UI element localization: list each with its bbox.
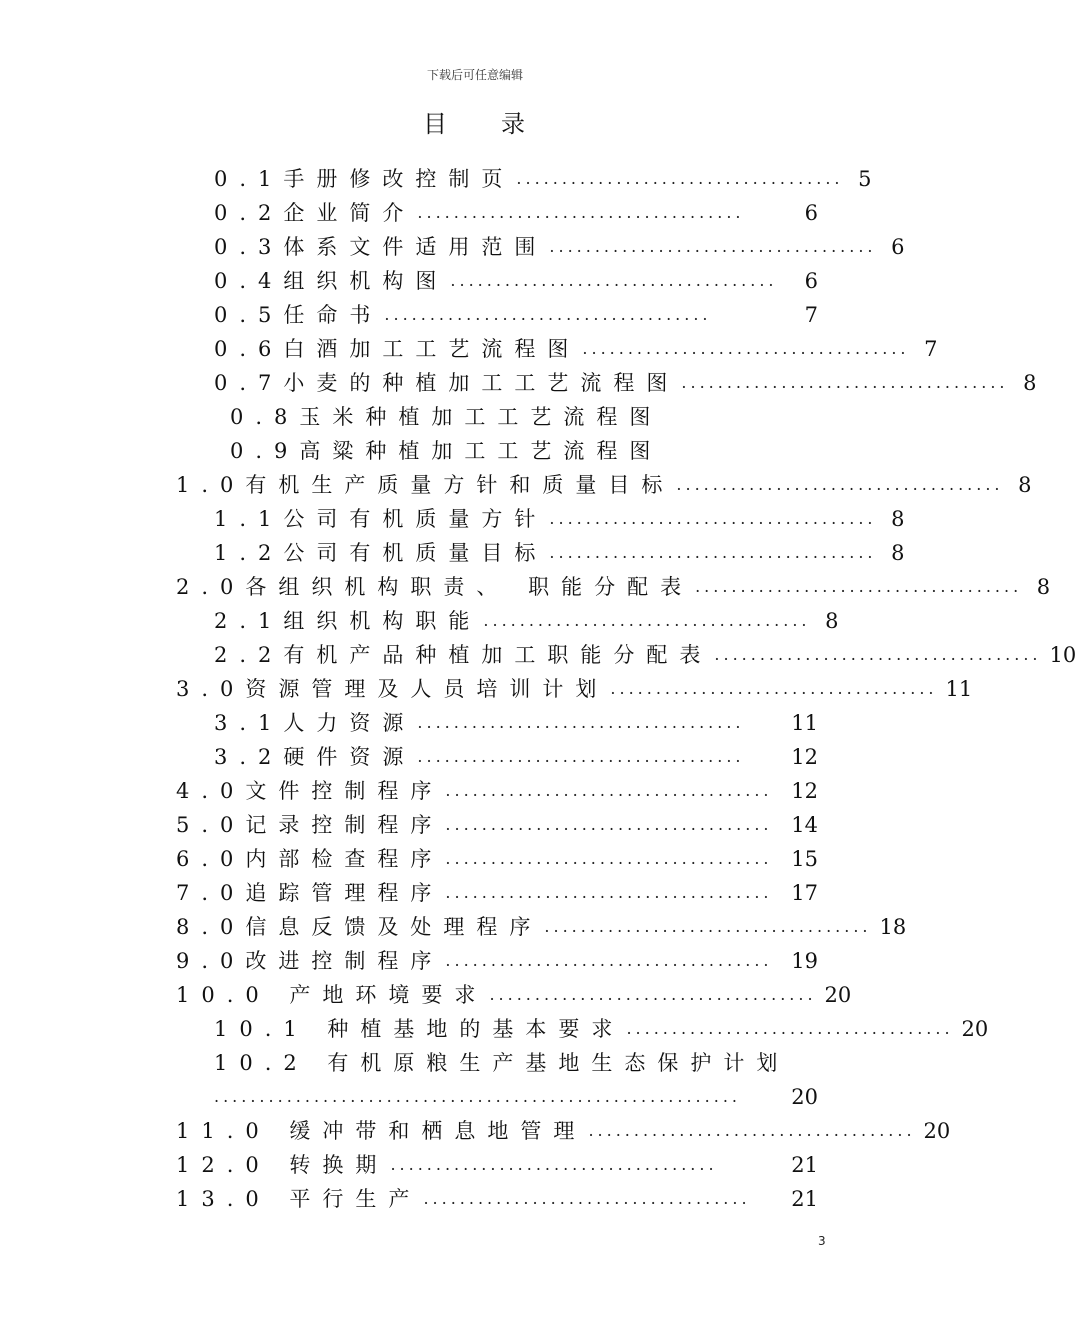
toc-entry-title: 0.4组织机构图	[214, 269, 449, 293]
toc-entry-title: 0.8玉米种植加工工艺流程图	[230, 405, 663, 429]
toc-entry-title: 2.1组织机构职能	[214, 609, 482, 633]
toc-entry[interactable]	[176, 978, 852, 1012]
dot-leader: ....................................	[626, 1019, 954, 1038]
toc-entry[interactable]	[214, 1046, 818, 1080]
toc-entry-page: 8	[891, 507, 905, 531]
toc-entry-page: 6	[804, 201, 818, 225]
toc-entry-title: 10.0 产地环境要求	[176, 983, 488, 1007]
toc-entry[interactable]	[214, 264, 818, 298]
toc-entry-page: 5	[858, 167, 872, 191]
toc-entry-page: 7	[924, 337, 938, 361]
page-title	[0, 104, 950, 139]
toc-entry-page: 8	[825, 609, 839, 633]
toc-entry[interactable]	[214, 332, 938, 366]
toc-entry-page: 8	[1023, 371, 1037, 395]
toc-entry-title: 13.0 平行生产	[176, 1187, 422, 1211]
dot-leader: ....................................	[489, 985, 817, 1004]
dot-leader: ....................................	[588, 1121, 916, 1140]
dot-leader: ....................................	[483, 611, 811, 630]
toc-entry[interactable]	[214, 638, 1076, 672]
toc-entry[interactable]	[214, 298, 818, 332]
dot-leader: ....................................	[445, 883, 773, 902]
toc-entry[interactable]	[176, 1114, 951, 1148]
toc-entry-title: 1.2公司有机质量目标	[214, 541, 548, 565]
toc-entry-page: 21	[791, 1187, 818, 1211]
toc-entry-title: 1.1公司有机质量方针	[214, 507, 548, 531]
toc-entry-title: 7.0追踪管理程序	[176, 881, 444, 905]
dot-leader: ....................................	[549, 237, 877, 256]
toc-entry-title: 0.1手册修改控制页	[214, 167, 515, 191]
toc-entry-page: 11	[791, 711, 818, 735]
toc-entry[interactable]	[214, 162, 872, 196]
dot-leader: ....................................	[450, 271, 778, 290]
toc-entry-title: 11.0 缓冲带和栖息地管理	[176, 1119, 587, 1143]
toc-entry-page: 6	[804, 269, 818, 293]
dot-leader: ..........................................................	[214, 1087, 741, 1106]
dot-leader: ....................................	[544, 917, 872, 936]
toc-entry[interactable]	[176, 842, 818, 876]
toc-entry[interactable]	[176, 672, 973, 706]
toc-entry[interactable]	[214, 536, 905, 570]
toc-entry-page: 6	[891, 235, 905, 259]
toc-entry[interactable]	[214, 740, 818, 774]
toc-entry-title: 3.0资源管理及人员培训计划	[176, 677, 609, 701]
toc-entry[interactable]	[214, 502, 905, 536]
toc-entry[interactable]	[176, 468, 1032, 502]
toc-entry-title: 6.0内部检查程序	[176, 847, 444, 871]
title-char-1: 目	[423, 110, 449, 138]
toc-entry[interactable]	[176, 1182, 818, 1216]
toc-entry-title: 0.9高粱种植加工工艺流程图	[230, 439, 663, 463]
toc-entry[interactable]	[176, 570, 1051, 604]
toc-entry[interactable]	[230, 434, 790, 468]
toc-entry-title: 12.0 转换期	[176, 1153, 389, 1177]
toc-entry-page: 7	[804, 303, 818, 327]
dot-leader: ....................................	[417, 713, 745, 732]
toc-entry-title: 3.2硬件资源	[214, 745, 416, 769]
toc-entry[interactable]	[176, 944, 818, 978]
toc-entry-page: 21	[791, 1153, 818, 1177]
toc-entry-page: 10	[1049, 643, 1076, 667]
toc-entry[interactable]	[214, 230, 905, 264]
toc-entry[interactable]	[176, 910, 907, 944]
toc-entry-title: 10.2 有机原粮生产基地生态保护计划	[214, 1051, 790, 1075]
toc-entry-title: 0.6白酒加工工艺流程图	[214, 337, 581, 361]
toc-entry-title: 10.1 种植基地的基本要求	[214, 1017, 625, 1041]
toc-entry-continuation[interactable]	[214, 1080, 818, 1114]
toc-entry[interactable]	[176, 1148, 818, 1182]
dot-leader: ....................................	[445, 815, 773, 834]
dot-leader: ....................................	[610, 679, 938, 698]
toc-entry-title: 0.2企业简介	[214, 201, 416, 225]
toc-entry-page: 18	[879, 915, 907, 939]
toc-entry-title: 0.3体系文件适用范围	[214, 235, 548, 259]
dot-leader: ....................................	[681, 373, 1009, 392]
toc-entry-title: 8.0信息反馈及处理程序	[176, 915, 543, 939]
toc-entry-title: 1.0有机生产质量方针和质量目标	[176, 473, 675, 497]
dot-leader: ....................................	[516, 169, 844, 188]
toc-entry[interactable]	[230, 400, 790, 434]
dot-leader: ....................................	[549, 509, 877, 528]
toc-entry-page: 8	[1036, 575, 1051, 599]
toc-entry[interactable]	[214, 604, 839, 638]
toc-entry-page: 8	[891, 541, 905, 565]
dot-leader: ....................................	[714, 645, 1042, 664]
toc-entry-page: 20	[791, 1085, 818, 1109]
toc-entry[interactable]	[214, 706, 818, 740]
toc-entry-title: 5.0记录控制程序	[176, 813, 444, 837]
toc-entry[interactable]	[214, 366, 1037, 400]
toc-entry-title: 2.0各组织机构职责、 职能分配表	[176, 575, 694, 599]
toc-entry-page: 12	[791, 779, 818, 803]
dot-leader: ....................................	[445, 951, 773, 970]
toc-entry-title: 9.0改进控制程序	[176, 949, 444, 973]
toc-entry-page: 11	[945, 677, 973, 701]
toc-entry-page: 17	[791, 881, 818, 905]
toc-entry[interactable]	[176, 774, 818, 808]
toc-entry-page: 20	[923, 1119, 951, 1143]
toc-entry-page: 15	[791, 847, 818, 871]
dot-leader: ....................................	[676, 475, 1004, 494]
dot-leader: ....................................	[445, 849, 773, 868]
dot-leader: ....................................	[417, 203, 745, 222]
dot-leader: ....................................	[445, 781, 773, 800]
toc-entry-page: 20	[961, 1017, 989, 1041]
toc-entry[interactable]	[176, 808, 818, 842]
toc-entry-title: 4.0文件控制程序	[176, 779, 444, 803]
dot-leader: ....................................	[582, 339, 910, 358]
title-char-2: 录	[501, 110, 527, 138]
toc-entry-page: 14	[791, 813, 818, 837]
header-note: 下载后可任意编辑	[426, 68, 523, 82]
dot-leader: ....................................	[417, 747, 745, 766]
dot-leader: ....................................	[549, 543, 877, 562]
page-number: 3	[818, 1234, 826, 1248]
dot-leader: ....................................	[423, 1189, 751, 1208]
dot-leader: ....................................	[384, 305, 712, 324]
dot-leader: ....................................	[695, 577, 1023, 596]
toc-entry-page: 19	[791, 949, 818, 973]
toc-entry-page: 20	[824, 983, 852, 1007]
dot-leader: ....................................	[390, 1155, 718, 1174]
toc-entry[interactable]	[214, 196, 818, 230]
toc-entry-title: 2.2有机产品种植加工职能分配表	[214, 643, 713, 667]
toc-entry[interactable]	[176, 876, 818, 910]
toc-entry-title: 0.7小麦的种植加工工艺流程图	[214, 371, 680, 395]
toc-entry-page: 8	[1018, 473, 1032, 497]
toc-entry-title: 3.1人力资源	[214, 711, 416, 735]
toc-entry-page: 12	[791, 745, 818, 769]
toc-entry-title: 0.5任命书	[214, 303, 383, 327]
toc-entry[interactable]	[214, 1012, 989, 1046]
